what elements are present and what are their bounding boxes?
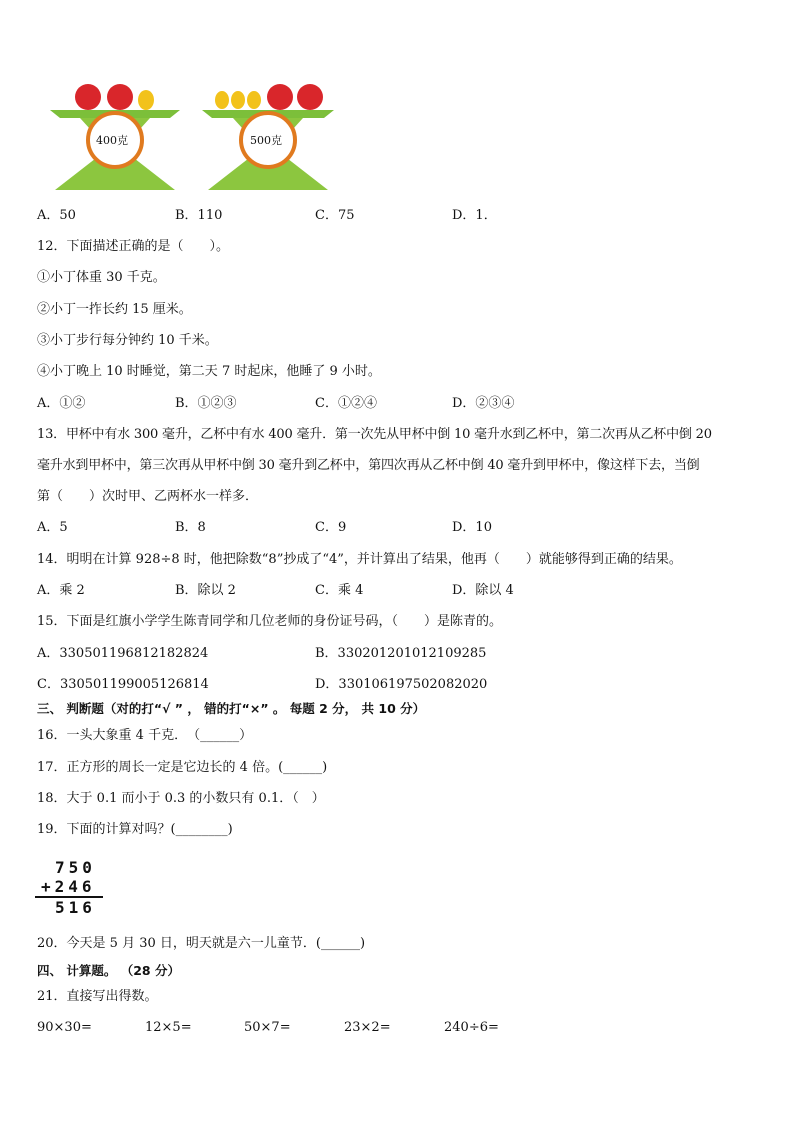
option-a[interactable]: A．330501196812182824 — [37, 646, 209, 661]
addend-1: 750 — [55, 858, 96, 877]
question-12-item: ②小丁一拃长约 15 厘米。 — [37, 302, 192, 317]
question-17: 17．正方形的周长一定是它边长的 4 倍。(______) — [37, 760, 328, 775]
apple-icon — [297, 84, 323, 110]
scale-left — [50, 80, 185, 192]
option-d[interactable]: D．②③④ — [452, 396, 515, 411]
question-13-line: 第（ ）次时甲、乙两杯水一样多． — [37, 489, 259, 504]
calc-item: 240÷6= — [444, 1020, 499, 1035]
calc-item: 90×30= — [37, 1020, 92, 1035]
question-14-stem: 14．明明在计算 928÷8 时，他把除数“8”抄成了“4”，并计算出了结果，他再（ ）就能够得到正确的结果。 — [37, 552, 682, 567]
option-b[interactable]: B．330201201012109285 — [315, 646, 487, 661]
vertical-calculation — [35, 858, 103, 917]
option-c[interactable]: C．①②④ — [315, 396, 377, 411]
option-b[interactable]: B．①②③ — [175, 396, 237, 411]
option-b[interactable]: B．8 — [175, 520, 206, 535]
sum-result: 516 — [55, 898, 96, 917]
option-a[interactable]: A．50 — [37, 208, 76, 223]
pear-icon — [231, 91, 245, 109]
section-heading: 三、 判断题（对的打“√ ” ， 错的打“×” 。 每题 2 分， 共 10 分） — [37, 701, 426, 716]
calc-item: 50×7= — [244, 1020, 291, 1035]
calc-item: 23×2= — [344, 1020, 391, 1035]
question-20: 20．今天是 5 月 30 日，明天就是六一儿童节．(______) — [37, 936, 366, 951]
option-a[interactable]: A．乘 2 — [37, 583, 85, 598]
option-c[interactable]: C．乘 4 — [315, 583, 364, 598]
question-18: 18．大于 0.1 而小于 0.3 的小数只有 0.1．（ ） — [37, 791, 325, 806]
apple-icon — [107, 84, 133, 110]
option-d[interactable]: D．1． — [452, 208, 497, 223]
question-12-item: ③小丁步行每分钟约 10 千米。 — [37, 333, 218, 348]
question-16: 16．一头大象重 4 千克． （______） — [37, 728, 253, 743]
scale-label: 500克 — [250, 134, 282, 147]
question-15-stem: 15．下面是红旗小学学生陈青同学和几位老师的身份证号码，（ ）是陈青的。 — [37, 614, 503, 629]
question-12-item: ①小丁体重 30 千克。 — [37, 270, 166, 285]
option-d[interactable]: D．10 — [452, 520, 492, 535]
option-c[interactable]: C．9 — [315, 520, 347, 535]
option-d[interactable]: D．330106197502082020 — [315, 677, 488, 692]
question-12-stem: 12．下面描述正确的是（ ）。 — [37, 239, 230, 254]
scale-label: 400克 — [96, 134, 128, 147]
option-a[interactable]: A．①② — [37, 396, 86, 411]
option-c[interactable]: C．330501199005126814 — [37, 677, 209, 692]
section-heading: 四、 计算题。 （28 分） — [37, 963, 180, 978]
calc-item: 12×5= — [145, 1020, 192, 1035]
option-d[interactable]: D．除以 4 — [452, 583, 514, 598]
scale-right — [200, 80, 340, 192]
apple-icon — [75, 84, 101, 110]
pear-icon — [247, 91, 261, 109]
addend-2: +246 — [35, 877, 103, 898]
apple-icon — [267, 84, 293, 110]
question-12-item: ④小丁晚上 10 时睡觉，第二天 7 时起床，他睡了 9 小时。 — [37, 364, 381, 379]
pear-icon — [138, 90, 154, 110]
option-c[interactable]: C．75 — [315, 208, 355, 223]
option-a[interactable]: A．5 — [37, 520, 68, 535]
option-b[interactable]: B．除以 2 — [175, 583, 236, 598]
pear-icon — [215, 91, 229, 109]
question-19: 19．下面的计算对吗？(________) — [37, 822, 233, 837]
question-21: 21．直接写出得数。 — [37, 989, 158, 1004]
option-b[interactable]: B．110 — [175, 208, 223, 223]
question-13-line: 13．甲杯中有水 300 毫升，乙杯中有水 400 毫升．第一次先从甲杯中倒 10 毫升水到乙杯中，第二次再从乙杯中倒 20 — [37, 427, 712, 442]
question-13-line: 毫升水到甲杯中，第三次再从甲杯中倒 30 毫升到乙杯中，第四次再从乙杯中倒 40 毫升到甲杯中，像这样下去，当倒 — [37, 458, 700, 473]
